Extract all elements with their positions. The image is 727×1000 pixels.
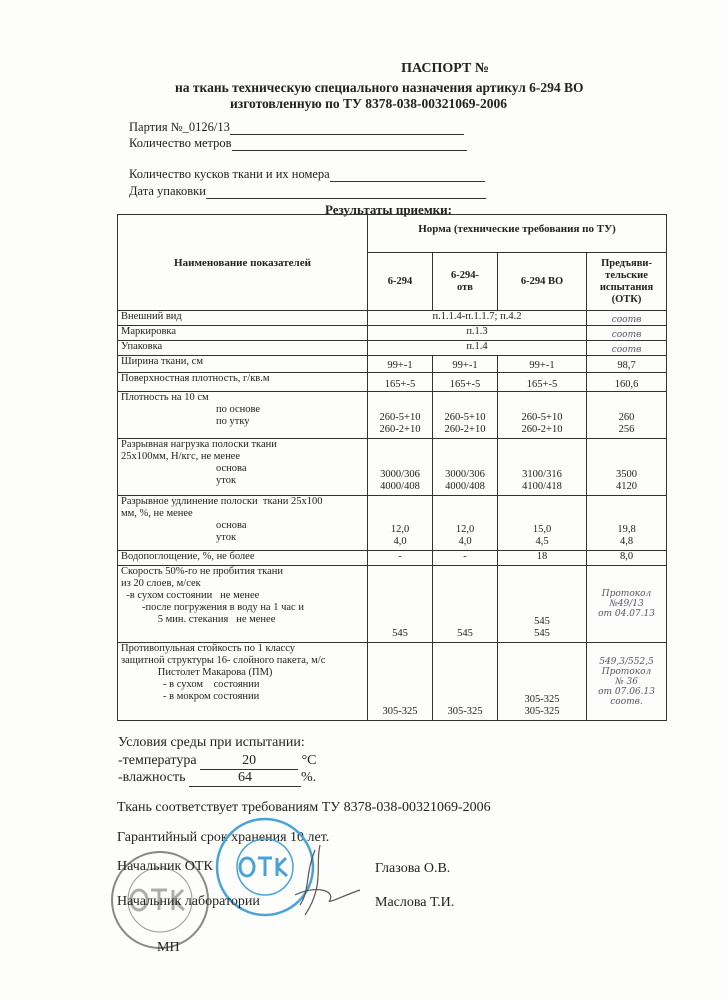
norm-value: 3000/306 4000/408 [368, 439, 433, 496]
table-row [118, 643, 667, 721]
otk-result: соотв [587, 311, 667, 326]
otk-result: 160,6 [587, 373, 667, 392]
row-sublabel: по основе [216, 404, 261, 415]
norm-value: 165+-5 [498, 373, 587, 392]
row-label: Разрывное удлинение полоски ткани 25х100 мм, %, не менее [121, 496, 323, 519]
norm-value: 165+-5 [433, 373, 498, 392]
norm-value: 260-5+10 260-2+10 [368, 392, 433, 439]
otk-result: 260 256 [587, 392, 667, 439]
norm-value: 15,0 4,5 [498, 496, 587, 551]
results-table [117, 214, 667, 721]
subcolumn-header: 6-294- отв [433, 253, 498, 311]
subcolumn-header: 6-294 [368, 253, 433, 311]
otk-result: Протокол №49/13 от 04.07.13 [587, 566, 667, 643]
row-name [118, 551, 368, 566]
subcolumn-header: 6-294 ВО [498, 253, 587, 311]
table-row [118, 392, 667, 439]
norm-value: 260-5+10 260-2+10 [498, 392, 587, 439]
batch-field [129, 120, 464, 135]
pack-date-label: Дата упаковки [129, 184, 206, 198]
humidity-line [118, 770, 316, 787]
row-label: Упаковка [121, 341, 163, 352]
otk-result: соотв [587, 326, 667, 341]
otk-result: 3500 4120 [587, 439, 667, 496]
lab-head-label: Начальник лаборатории [117, 894, 260, 909]
row-label: Внешний вид [121, 311, 182, 322]
row-sublabel: основа [216, 520, 247, 531]
subcolumn-header: Предъяви- тельские испытания (ОТК) [587, 253, 667, 311]
otk-head-name: Глазова О.В. [375, 861, 451, 876]
pieces-field [129, 167, 485, 182]
temperature-unit: °C [301, 753, 317, 768]
row-label: Противопульная стойкость по 1 классу защитной структуры 16- слойного пакета, м/с Пистолет Макарова (ПМ) - в сухом состоянии - в мокром состоянии [121, 643, 326, 702]
row-label: Водопоглощение, %, не более [121, 551, 255, 562]
otk-result: 8,0 [587, 551, 667, 566]
signature [285, 845, 365, 920]
passport-spec: изготовленную по ТУ 8378-038-00321069-2006 [230, 96, 508, 111]
row-name [118, 643, 368, 721]
column-header-name: Наименование показателей [118, 215, 368, 311]
norm-value: 545 545 [498, 566, 587, 643]
norm-value: 305-325 305-325 [498, 643, 587, 721]
row-name [118, 496, 368, 551]
row-name [118, 566, 368, 643]
table-row [118, 551, 667, 566]
lab-head-name: Маслова Т.И. [375, 895, 455, 910]
temperature-label: -температура [118, 753, 197, 768]
norm-value: 545 [433, 566, 498, 643]
row-label: Скорость 50%-го не пробития ткани из 20 слоев, м/сек -в сухом состоянии не менее -после погружения в воду на 1 час и 5 мин. стекания не менее [121, 566, 304, 625]
row-sublabel: по утку [216, 416, 250, 427]
otk-result: 19,8 4,8 [587, 496, 667, 551]
row-name [118, 356, 368, 373]
norm-value: 305-325 [368, 643, 433, 721]
norm-value: - [368, 551, 433, 566]
norm-value: 99+-1 [433, 356, 498, 373]
humidity-label: -влажность [118, 770, 186, 785]
row-label: Ширина ткани, см [121, 356, 203, 367]
norm-value: 260-5+10 260-2+10 [433, 392, 498, 439]
norm-value: 99+-1 [498, 356, 587, 373]
table-row [118, 373, 667, 392]
row-name [118, 341, 368, 356]
row-label: Маркировка [121, 326, 177, 337]
row-sublabel: уток [216, 475, 237, 486]
otk-result: соотв [587, 341, 667, 356]
otk-head-label: Начальник ОТК [117, 859, 213, 874]
passport-title: ПАСПОРТ № [401, 61, 489, 76]
conformity-statement: Ткань соответствует требованиям ТУ 8378-038-00321069-2006 [117, 800, 491, 815]
temperature-value: 20 [200, 753, 298, 770]
row-name [118, 373, 368, 392]
meters-label: Количество метров [129, 136, 232, 150]
seal-label: МП [157, 940, 180, 955]
meters-field [129, 136, 467, 151]
conditions-title: Условия среды при испытании: [118, 735, 305, 750]
table-row [118, 356, 667, 373]
row-label: Разрывная нагрузка полоски ткани 25х100мм, Н/кгс, не менее [121, 439, 277, 462]
row-label: Плотность на 10 см [121, 392, 209, 403]
norm-value: 99+-1 [368, 356, 433, 373]
passport-subtitle: на ткань техническую специального назначения артикул 6-294 ВО [175, 80, 584, 95]
humidity-value: 64 [189, 770, 301, 787]
table-row [118, 496, 667, 551]
table-row [118, 439, 667, 496]
table-row [118, 566, 667, 643]
pieces-label: Количество кусков ткани и их номера [129, 167, 330, 181]
norm-value: 165+-5 [368, 373, 433, 392]
norm-value: 545 [368, 566, 433, 643]
norm-value: - [433, 551, 498, 566]
row-name [118, 392, 368, 439]
table-row [118, 311, 667, 326]
results-title: Результаты приемки: [325, 202, 452, 217]
row-name [118, 326, 368, 341]
norm-value: 18 [498, 551, 587, 566]
norm-value: 305-325 [433, 643, 498, 721]
humidity-unit: %. [301, 770, 317, 785]
norm-value: п.1.1.4-п.1.1.7; п.4.2 [368, 311, 587, 326]
norm-value: 12,0 4,0 [433, 496, 498, 551]
temperature-line [118, 753, 317, 770]
row-label: Поверхностная плотность, г/кв.м [121, 373, 270, 384]
column-header-norm: Норма (технические требования по ТУ) [368, 215, 667, 253]
warranty-statement: Гарантийный срок хранения 10 лет. [117, 830, 330, 845]
table-row [118, 341, 667, 356]
batch-label: Партия №_0126/13 [129, 120, 230, 134]
norm-value: п.1.4 [368, 341, 587, 356]
otk-result: 98,7 [587, 356, 667, 373]
row-name [118, 439, 368, 496]
norm-value: 3000/306 4000/408 [433, 439, 498, 496]
norm-value: 12,0 4,0 [368, 496, 433, 551]
row-sublabel: основа [216, 463, 247, 474]
pack-date-field [129, 184, 486, 199]
otk-result: 549,3/552,5 Протокол № 36 от 07.06.13 соотв. [587, 643, 667, 721]
norm-value: п.1.3 [368, 326, 587, 341]
norm-value: 3100/316 4100/418 [498, 439, 587, 496]
table-row [118, 326, 667, 341]
row-name [118, 311, 368, 326]
row-sublabel: уток [216, 532, 237, 543]
